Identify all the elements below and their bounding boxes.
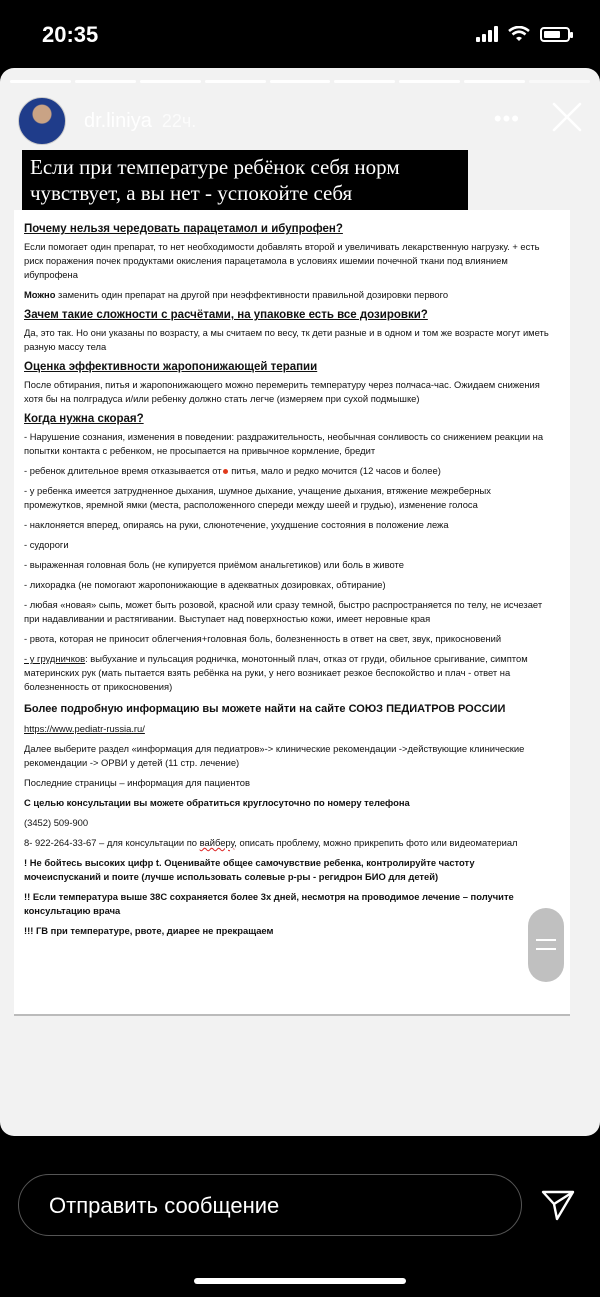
story-progress-segment <box>10 80 71 83</box>
story-progress-segment <box>334 80 395 83</box>
story-progress-segment <box>529 80 590 83</box>
doc-paragraph: 8- 922-264-33-67 – для консультации по вайберу, описать проблему, можно прикрепить фото или видеоматериал <box>24 837 518 848</box>
doc-paragraph: Последние страницы – информация для пациентов <box>24 777 250 788</box>
status-time: 20:35 <box>42 22 99 47</box>
story-progress-segment <box>75 80 136 83</box>
doc-list-item: - у ребенка имеется затрудненное дыхания, шумное дыхание, учащение дыхания, втяжение межреберных промежутков, яремной ямки (места, расположенного спереди между шеей и грудью), изменение голоса <box>24 485 491 510</box>
doc-heading: Зачем такие сложности с расчётами, на упаковке есть все дозировки? <box>24 309 428 321</box>
doc-heading: Оценка эффективности жаропонижающей терапии <box>24 361 318 373</box>
battery-icon <box>540 27 570 42</box>
scroll-handle[interactable] <box>528 908 564 982</box>
avatar[interactable] <box>18 97 66 145</box>
document-image <box>14 210 570 1016</box>
doc-list-item: - у грудничков: выбухание и пульсация родничка, монотонный плач, отказ от груди, обильное срыгивание, симптом материнских рук (мать пытается взять ребёнка на руки, у него возникает резкое беспокойство и плач - ответ на болезненность от прикосновения) <box>24 653 528 692</box>
status-icons <box>476 26 570 42</box>
doc-paragraph: После обтирания, питья и жаропонижающего можно перемерить температуру через полчаса-час. Ожидаем снижения хотя бы на полградуса и/или ребенку должно стать легче (измеряем при сухой подмышке) <box>24 379 540 404</box>
story-viewer[interactable] <box>0 68 600 1136</box>
status-bar <box>0 0 600 70</box>
doc-note: !!! ГВ при температуре, рвоте, диарее не прекращаем <box>24 925 274 936</box>
doc-phone: (3452) 509-900 <box>24 817 89 828</box>
story-progress-segment <box>464 80 525 83</box>
send-icon[interactable] <box>540 1188 576 1222</box>
doc-note: !! Если температура выше 38С сохраняется более 3х дней, несмотря на проводимое лечение – получите консультацию врача <box>24 891 514 916</box>
story-progress-segment <box>205 80 266 83</box>
doc-consult: С целью консультации вы можете обратиться круглосуточно по номеру телефона <box>24 797 410 808</box>
doc-list-item: - выраженная головная боль (не купируется приёмом анальгетиков) или боль в животе <box>24 559 404 570</box>
story-progress-segment <box>140 80 201 83</box>
doc-paragraph: Да, это так. Но они указаны по возрасту, а мы считаем по весу, тк дети разные и в одном и том же возрасте могут иметь разную массу тела <box>24 327 549 352</box>
doc-list-item: - Нарушение сознания, изменения в поведении: раздражительность, необычная сонливость со снижением реакции на попытки контакта с ребенком, не просыпается на привычное кормление, бредит <box>24 431 544 456</box>
doc-list-item: - наклоняется вперед, опираясь на руки, слюнотечение, ухудшение состояния в положение лежа <box>24 519 449 530</box>
story-header <box>18 96 584 146</box>
document-text <box>24 216 552 944</box>
story-username[interactable]: dr.liniya <box>84 109 152 132</box>
story-progress-segment <box>270 80 331 83</box>
message-placeholder: Отправить сообщение <box>49 1193 280 1218</box>
close-icon[interactable] <box>550 100 584 134</box>
more-options-icon[interactable]: ••• <box>493 106 520 131</box>
story-caption: Если при температуре ребёнок себя норм чувствует, а вы нет - успокойте себя <box>22 150 468 212</box>
story-time-ago: 22ч. <box>161 110 197 131</box>
doc-paragraph: Далее выберите раздел «информация для педиатров»-> клинические рекомендации ->действующие клинические рекомендации -> ОРВИ у детей (11 стр. лечение) <box>24 743 525 768</box>
doc-heading: Почему нельзя чередовать парацетамол и ибупрофен? <box>24 223 343 235</box>
doc-url: https://www.pediatr-russia.ru/ <box>24 723 145 734</box>
doc-list-item: - любая «новая» сыпь, может быть розовой, красной или сразу темной, быстро распространяется по телу, не исчезает при надавливании и растягивании. Выступает над поверхностью кожи, имеет неровные края <box>24 599 543 624</box>
doc-list-item: - рвота, которая не приносит облегчения+головная боль, болезненность в ответ на свет, звук, прикосновений <box>24 633 502 644</box>
doc-heading: Когда нужна скорая? <box>24 413 144 425</box>
home-indicator[interactable] <box>194 1278 406 1284</box>
doc-paragraph: Можно заменить один препарат на другой при неэффективности правильной дозировки первого <box>24 289 449 300</box>
doc-more-info: Более подробную информацию вы можете найти на сайте СОЮЗ ПЕДИАТРОВ РОССИИ <box>24 703 506 715</box>
message-input[interactable] <box>18 1174 522 1236</box>
doc-note: ! Не бойтесь высоких цифр t. Оценивайте общее самочувствие ребенка, контролируйте частоту мочеиспусканий и поите (лучше использовать солевые р-ры - регидрон БИО для детей) <box>24 857 475 882</box>
cellular-signal-icon <box>476 26 498 42</box>
wifi-icon <box>508 26 530 42</box>
doc-list-item: - ребенок длительное время отказывается от питья, мало и редко мочится (12 часов и более) <box>24 465 441 476</box>
doc-paragraph: Если помогает один препарат, то нет необходимости добавлять второй и увеличивать лекарственную нагрузку. + есть риск поражения почек продуктами окисления парацетамола в условиях ишемии почечной ткани под влиянием ибупрофена <box>24 241 540 280</box>
story-progress <box>10 80 590 83</box>
doc-list-item: - лихорадка (не помогают жаропонижающие в адекватных дозировках, обтирание) <box>24 579 386 590</box>
story-progress-segment <box>399 80 460 83</box>
doc-list-item: - судороги <box>24 539 69 550</box>
